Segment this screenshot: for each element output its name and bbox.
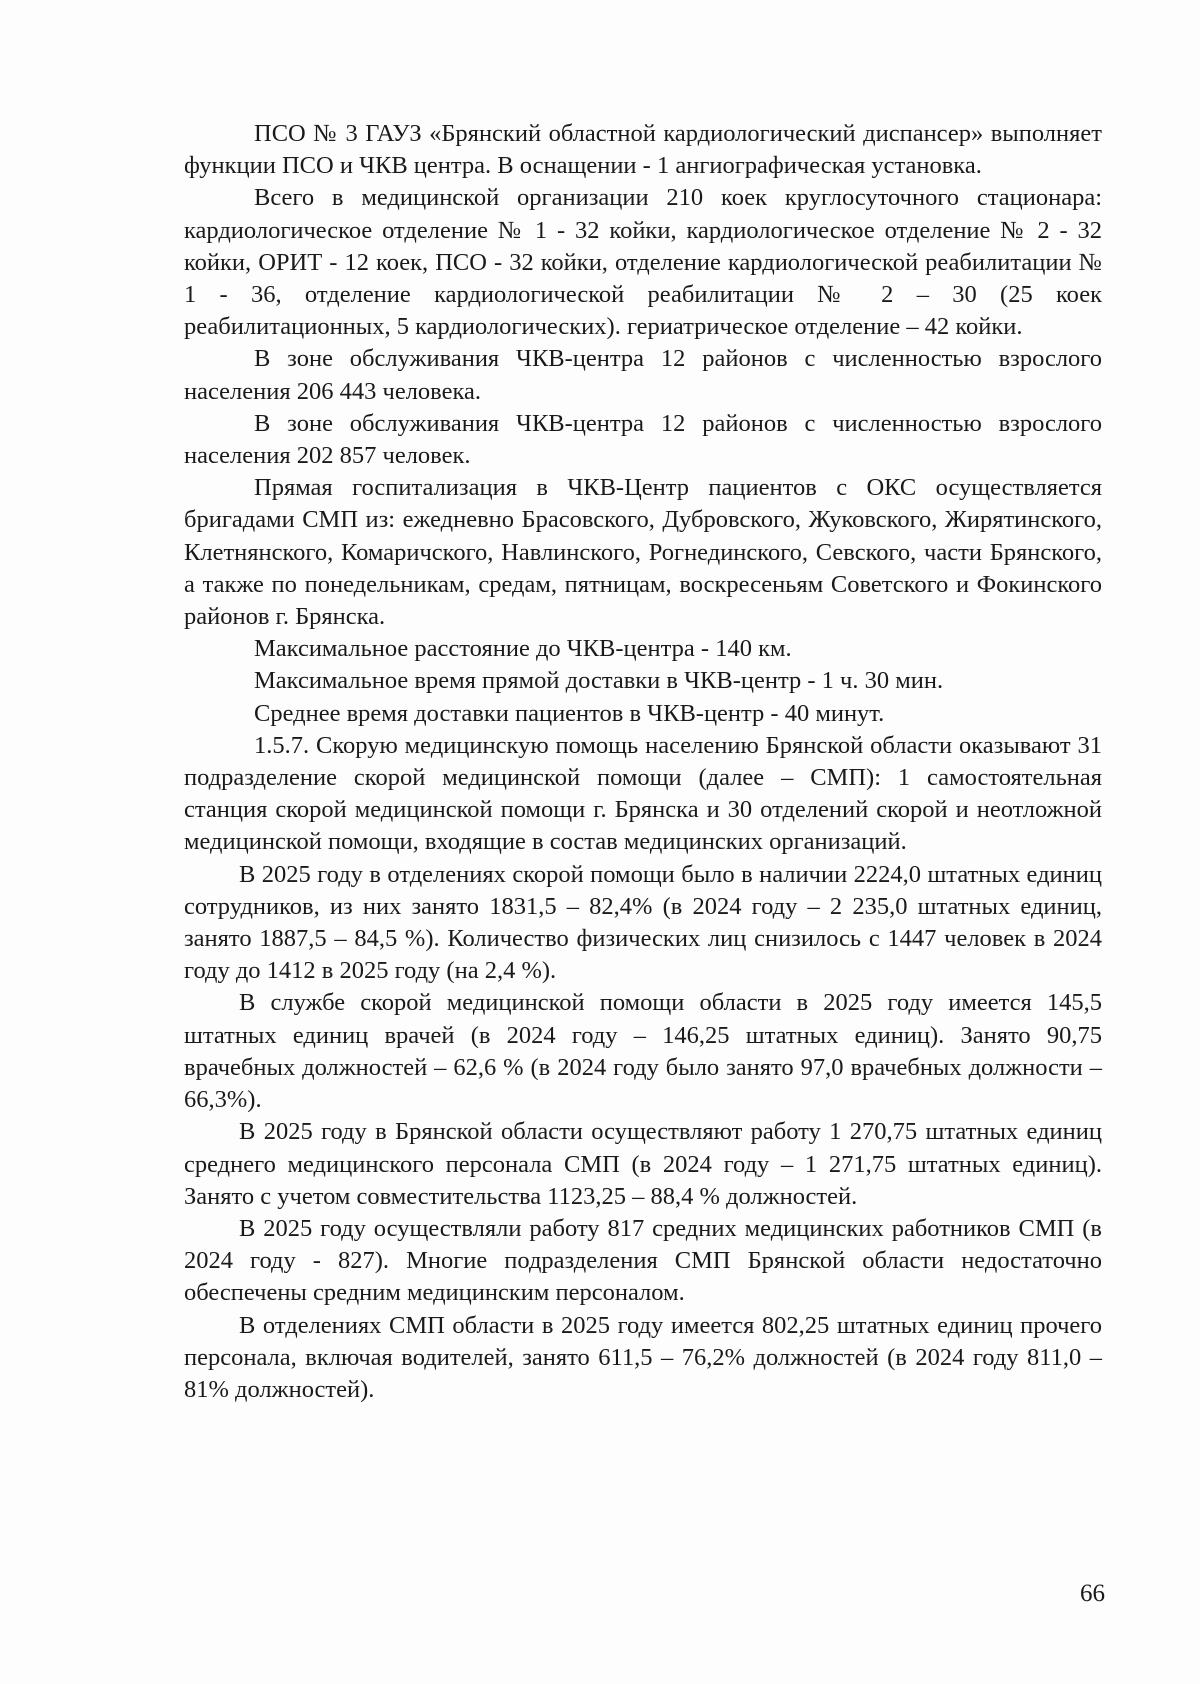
- paragraph-doctors: В службе скорой медицинской помощи области в 2025 году имеется 145,5 штатных единиц врачей (в 2024 году – 146,25 штатных единиц). Занято 90,75 врачебных должностей – 62,6 % (в 2024 году было занято 97,0 врачебных должности – 66,3%).: [184, 989, 1102, 1114]
- paragraph-max-delivery-time: Максимальное время прямой доставки в ЧКВ-центр - 1 ч. 30 мин.: [254, 667, 944, 695]
- paragraph-max-distance: Максимальное расстояние до ЧКВ-центра - 140 км.: [254, 635, 792, 663]
- paragraph-staff-units: В 2025 году в отделениях скорой помощи было в наличии 2224,0 штатных единиц сотрудников, из них занято 1831,5 – 82,4% (в 2024 году – 2 235,0 штатных единиц, занято 1887,5 – 84,5 %). Количество физических лиц снизилось с 1447 человек в 2024 году до 1412 в 2025 году (на 2,4 %).: [184, 860, 1102, 985]
- paragraph-section-1-5-7: 1.5.7. Скорую медицинскую помощь населению Брянской области оказывают 31 подразделение скорой медицинской помощи (далее – СМП): 1 самостоятельная станция скорой медицинской помощи г. Брянска и 30 отделений скорой и неотложной медицинской помощи, входящие в состав медицинских организаций.: [184, 731, 1102, 856]
- paragraph-pso-3: ПСО № 3 ГАУЗ «Брянский областной кардиологический диспансер» выполняет функции ПСО и ЧКВ центра. В оснащении - 1 ангиографическая установка.: [184, 120, 1102, 180]
- paragraph-service-zone-1: В зоне обслуживания ЧКВ-центра 12 районов с численностью взрослого населения 206 443 человека.: [184, 345, 1102, 405]
- paragraph-service-zone-2: В зоне обслуживания ЧКВ-центра 12 районов с численностью взрослого населения 202 857 человек.: [184, 409, 1102, 470]
- document-body: [184, 118, 1102, 1406]
- paragraph-direct-hospitalization: Прямая госпитализация в ЧКВ-Центр пациентов с ОКС осуществляется бригадами СМП из: ежедневно Брасовского, Дубровского, Жуковского, Жирятинского, Клетнянского, Комаричского, Навлинского, Рогнединского, Севского, части Брянского, а также по понедельникам, средам, пятницам, воскресеньям Советского и Фокинского районов г. Брянска.: [184, 474, 1102, 631]
- paragraph-beds: Всего в медицинской организации 210 коек круглосуточного стационара: кардиологическое отделение № 1 - 32 койки, кардиологическое отделение № 2 - 32 койки, ОРИТ - 12 коек, ПСО - 32 койки, отделение кардиологической реабилитации № 1 - 36, отделение кардиологической реабилитации № 2 – 30 (25 коек реабилитационных, 5 кардиологических). гериатрическое отделение – 42 койки.: [184, 184, 1102, 341]
- page-number: 66: [1080, 1580, 1105, 1607]
- paragraph-nurses-count: В 2025 году осуществляли работу 817 средних медицинских работников СМП (в 2024 году - 827). Многие подразделения СМП Брянской области недостаточно обеспечены средним медицинским персоналом.: [184, 1214, 1102, 1307]
- paragraph-nursing-staff: В 2025 году в Брянской области осуществляют работу 1 270,75 штатных единиц среднего медицинского персонала СМП (в 2024 году – 1 271,75 штатных единиц). Занято с учетом совместительства 1123,25 – 88,4 % должностей.: [184, 1118, 1102, 1210]
- paragraph-other-staff: В отделениях СМП области в 2025 году имеется 802,25 штатных единиц прочего персонала, включая водителей, занято 611,5 – 76,2% должностей (в 2024 году 811,0 – 81% должностей).: [184, 1311, 1102, 1403]
- paragraph-avg-delivery-time: Среднее время доставки пациентов в ЧКВ-центр - 40 минут.: [254, 699, 885, 727]
